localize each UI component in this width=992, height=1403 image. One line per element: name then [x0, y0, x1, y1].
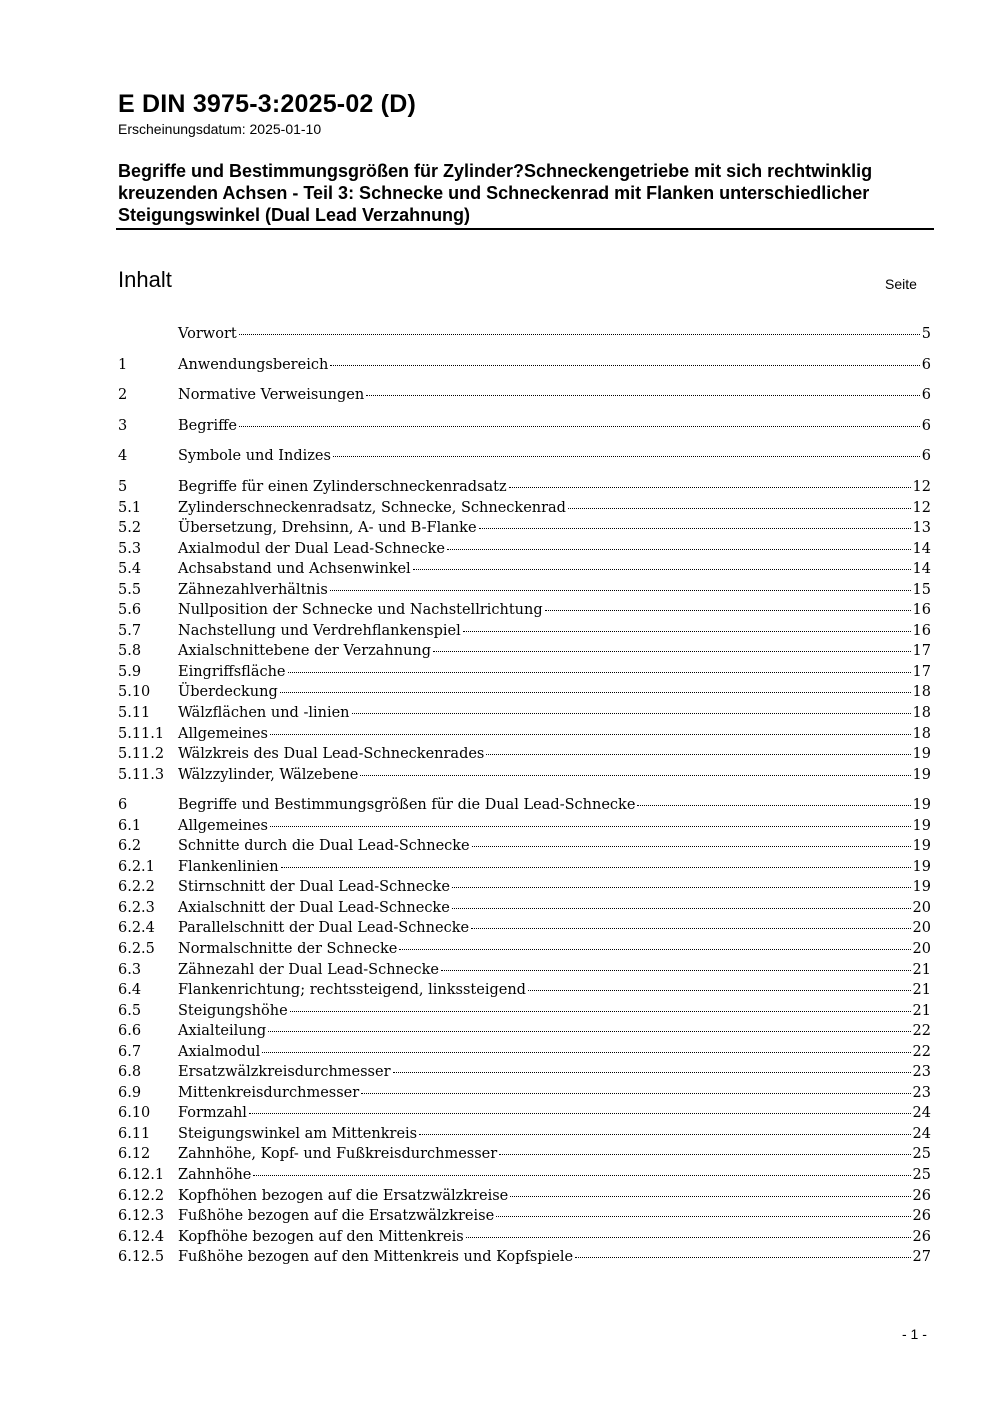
toc-entry-number: 6.12.1 — [118, 1167, 165, 1184]
toc-entry[interactable] — [118, 857, 931, 878]
toc-entry-page: 19 — [912, 746, 931, 763]
toc-dot-leader — [352, 711, 911, 714]
toc-entry[interactable] — [118, 836, 931, 857]
toc-entry-title: Ersatzwälzkreisdurchmesser — [178, 1064, 391, 1081]
toc-dot-leader — [268, 1029, 910, 1032]
toc-entry-title: Axialschnittebene der Verzahnung — [178, 643, 432, 660]
toc-entry-page: 26 — [912, 1208, 931, 1225]
toc-entry-page: 21 — [912, 982, 931, 999]
toc-entry-title: Eingriffsfläche — [178, 663, 286, 680]
toc-dot-leader — [466, 1235, 911, 1238]
toc-entry[interactable] — [118, 682, 931, 703]
toc-entry-title: Axialmodul der Dual Lead-Schnecke — [178, 540, 446, 557]
toc-entry-title: Wälzflächen und -linien — [178, 704, 350, 721]
document-title: Begriffe und Bestimmungsgrößen für Zylinder?Schneckengetriebe mit sich rechtwinklig kreuzenden Achsen - Teil 3: Schnecke und Schneckenrad mit Flanken unterschiedlicher Steigungswinkel (Dual Lead Verzahnung) — [118, 161, 873, 225]
toc-dot-leader — [360, 773, 910, 776]
toc-dot-leader — [333, 454, 920, 457]
toc-dot-leader — [472, 844, 911, 847]
toc-entry-title: Flankenrichtung; rechtssteigend, linkssteigend — [178, 982, 526, 999]
toc-entry[interactable] — [118, 559, 931, 580]
toc-entry-page: 16 — [912, 602, 931, 619]
toc-entry[interactable] — [118, 918, 931, 939]
toc-dot-leader — [239, 332, 920, 335]
toc-entry-title: Nullposition der Schnecke und Nachstellrichtung — [178, 602, 543, 619]
toc-entry-page: 22 — [912, 1023, 931, 1040]
toc-entry-number: 1 — [118, 356, 128, 373]
toc-entry[interactable] — [118, 355, 931, 386]
toc-entry-page: 14 — [912, 540, 931, 557]
toc-entry[interactable] — [118, 498, 931, 519]
toc-entry-page: 20 — [912, 941, 931, 957]
toc-entry-title: Zähnezahl der Dual Lead-Schnecke — [178, 961, 439, 978]
toc-entry-page: 24 — [912, 1125, 931, 1142]
toc-dot-leader — [413, 567, 911, 570]
toc-entry-title: Allgemeines — [178, 817, 268, 834]
toc-entry-page: 25 — [912, 1167, 931, 1184]
toc-dot-leader — [399, 947, 910, 950]
toc-entry-number: 6.12.3 — [118, 1208, 165, 1225]
toc-entry-number: 6.7 — [118, 1043, 142, 1060]
toc-entry-title: Nachstellung und Verdrehflankenspiel — [178, 622, 461, 639]
toc-entry-page: 12 — [912, 499, 931, 516]
title-divider — [116, 228, 934, 230]
toc-entry-title: Steigungshöhe — [178, 1002, 288, 1019]
toc-entry[interactable] — [118, 1062, 931, 1083]
toc-dot-leader — [419, 1132, 910, 1135]
toc-entry-title: Begriffe für einen Zylinderschneckenradsatz — [178, 478, 507, 495]
toc-dot-leader — [361, 1091, 910, 1094]
document-id: E DIN 3975-3:2025-02 (D) — [118, 90, 416, 118]
toc-entry-page: 19 — [912, 879, 931, 896]
toc-entry-title: Axialschnitt der Dual Lead-Schnecke — [178, 899, 450, 916]
toc-entry[interactable] — [118, 939, 931, 960]
toc-entry-title: Flankenlinien — [178, 858, 279, 875]
table-of-contents — [118, 324, 931, 1268]
toc-entry-number: 5.11.3 — [118, 766, 165, 783]
toc-entry-title: Vorwort — [178, 326, 237, 342]
toc-dot-leader — [239, 424, 920, 427]
toc-entry-page: 6 — [921, 387, 931, 404]
toc-entry[interactable] — [118, 641, 931, 662]
toc-entry-page: 27 — [912, 1249, 931, 1266]
toc-entry-title: Zähnezahlverhältnis — [178, 581, 328, 598]
toc-entry-page: 18 — [912, 684, 931, 701]
toc-entry[interactable] — [118, 662, 931, 683]
toc-entry-title: Kopfhöhen bezogen auf die Ersatzwälzkreise — [178, 1187, 509, 1204]
toc-entry-page: 19 — [912, 858, 931, 875]
toc-dot-leader — [281, 865, 911, 868]
toc-entry-number: 5.9 — [118, 663, 142, 680]
toc-dot-leader — [393, 1070, 911, 1073]
toc-entry-number: 6.2.4 — [118, 920, 155, 937]
toc-entry[interactable] — [118, 1165, 931, 1186]
toc-entry[interactable] — [118, 744, 931, 765]
toc-entry-number: 6.2.1 — [118, 858, 155, 875]
page-number: - 1 - — [902, 1326, 927, 1342]
toc-entry-page: 16 — [912, 622, 931, 639]
toc-entry[interactable] — [118, 385, 931, 416]
toc-entry-title: Begriffe — [178, 417, 237, 434]
toc-entry-number: 5.3 — [118, 540, 142, 557]
toc-entry-title: Steigungswinkel am Mittenkreis — [178, 1125, 418, 1142]
toc-entry[interactable] — [118, 600, 931, 621]
toc-dot-leader — [280, 690, 911, 693]
toc-entry[interactable] — [118, 980, 931, 1001]
toc-dot-leader — [330, 363, 919, 366]
toc-dot-leader — [288, 670, 911, 673]
toc-entry-page: 19 — [912, 838, 931, 855]
toc-entry-number: 6.12.5 — [118, 1249, 165, 1266]
toc-entry-page: 21 — [912, 961, 931, 978]
toc-entry-title: Allgemeines — [178, 725, 268, 742]
toc-entry[interactable] — [118, 518, 931, 539]
toc-entry-page: 18 — [912, 725, 931, 742]
toc-entry-page: 19 — [912, 797, 931, 814]
toc-entry-number: 5.7 — [118, 622, 142, 639]
toc-dot-leader — [510, 1194, 910, 1197]
toc-entry-number: 6.12.2 — [118, 1187, 165, 1204]
toc-entry-number: 5.5 — [118, 581, 142, 598]
toc-entry-page: 17 — [912, 663, 931, 680]
toc-entry-number: 6.4 — [118, 982, 142, 999]
toc-entry-page: 13 — [912, 520, 931, 537]
toc-page-column-label: Seite — [885, 276, 917, 292]
toc-dot-leader — [486, 752, 910, 755]
toc-entry-title: Zylinderschneckenradsatz, Schnecke, Schneckenrad — [178, 499, 566, 516]
toc-entry-number: 5.6 — [118, 602, 142, 619]
toc-dot-leader — [528, 988, 911, 991]
toc-entry-number: 6.1 — [118, 817, 142, 834]
toc-entry[interactable] — [118, 1144, 931, 1165]
toc-entry-number: 6.8 — [118, 1064, 142, 1081]
toc-entry-page: 23 — [912, 1064, 931, 1081]
toc-dot-leader — [253, 1173, 910, 1176]
toc-entry-number: 5.11 — [118, 704, 151, 721]
toc-entry[interactable] — [118, 816, 931, 837]
toc-dot-leader — [366, 393, 920, 396]
toc-entry-title: Fußhöhe bezogen auf die Ersatzwälzkreise — [178, 1208, 495, 1225]
toc-dot-leader — [290, 1009, 911, 1012]
publication-date: Erscheinungsdatum: 2025-01-10 — [118, 121, 322, 137]
toc-entry-title: Kopfhöhe bezogen auf den Mittenkreis — [178, 1228, 464, 1245]
toc-entry-number: 6.11 — [118, 1125, 151, 1142]
toc-entry-page: 17 — [912, 643, 931, 660]
toc-entry[interactable] — [118, 580, 931, 601]
toc-dot-leader — [637, 803, 910, 806]
toc-entry-number: 5.11.2 — [118, 746, 165, 763]
toc-entry-title: Achsabstand und Achsenwinkel — [178, 561, 411, 578]
toc-entry[interactable] — [118, 1247, 931, 1268]
toc-entry[interactable] — [118, 724, 931, 745]
toc-dot-leader — [463, 629, 911, 632]
toc-dot-leader — [568, 506, 911, 509]
toc-entry-number: 4 — [118, 448, 128, 465]
toc-entry-title: Axialteilung — [178, 1023, 267, 1040]
toc-dot-leader — [509, 485, 911, 488]
toc-entry[interactable] — [118, 1124, 931, 1145]
toc-entry-page: 14 — [912, 561, 931, 578]
toc-dot-leader — [270, 732, 911, 735]
toc-entry-number: 6 — [118, 797, 128, 814]
toc-heading: Inhalt — [118, 267, 172, 292]
toc-entry-title: Übersetzung, Drehsinn, A- und B-Flanke — [178, 520, 477, 537]
toc-entry-page: 22 — [912, 1043, 931, 1060]
toc-entry-number: 6.12 — [118, 1146, 151, 1163]
toc-entry-title: Formzahl — [178, 1105, 247, 1122]
toc-entry-title: Normalschnitte der Schnecke — [178, 941, 398, 957]
toc-entry[interactable] — [118, 324, 931, 355]
toc-entry[interactable] — [118, 1083, 931, 1104]
toc-entry[interactable] — [118, 446, 931, 477]
toc-entry-page: 6 — [921, 448, 931, 465]
toc-entry[interactable] — [118, 960, 931, 981]
toc-entry[interactable] — [118, 477, 931, 498]
toc-dot-leader — [452, 906, 911, 909]
toc-entry[interactable] — [118, 621, 931, 642]
toc-entry-number: 5 — [118, 478, 128, 495]
toc-entry-page: 20 — [912, 920, 931, 937]
toc-entry-page: 15 — [912, 581, 931, 598]
toc-entry-page: 20 — [912, 899, 931, 916]
toc-entry-number: 5.2 — [118, 520, 142, 537]
toc-entry-page: 26 — [912, 1228, 931, 1245]
toc-entry[interactable] — [118, 898, 931, 919]
toc-entry-title: Überdeckung — [178, 684, 278, 701]
toc-dot-leader — [249, 1111, 911, 1114]
toc-entry-page: 6 — [921, 417, 931, 434]
toc-entry-page: 12 — [912, 478, 931, 495]
toc-entry-number: 5.4 — [118, 561, 142, 578]
toc-entry-title: Axialmodul — [178, 1043, 261, 1060]
toc-entry[interactable] — [118, 1206, 931, 1227]
toc-entry-number: 6.2.5 — [118, 941, 155, 957]
toc-entry-number: 6.9 — [118, 1084, 142, 1101]
toc-dot-leader — [433, 649, 910, 652]
toc-entry[interactable] — [118, 416, 931, 447]
toc-entry-title: Begriffe und Bestimmungsgrößen für die Dual Lead-Schnecke — [178, 797, 636, 814]
toc-entry-title: Zahnhöhe, Kopf- und Fußkreisdurchmesser — [178, 1146, 498, 1163]
toc-dot-leader — [270, 824, 911, 827]
toc-dot-leader — [447, 547, 911, 550]
toc-entry-number: 5.1 — [118, 499, 142, 516]
toc-entry-page: 21 — [912, 1002, 931, 1019]
toc-entry-page: 6 — [921, 356, 931, 373]
toc-entry-title: Wälzkreis des Dual Lead-Schneckenrades — [178, 746, 485, 763]
toc-entry[interactable] — [118, 539, 931, 560]
toc-dot-leader — [330, 588, 911, 591]
toc-dot-leader — [479, 526, 911, 529]
toc-dot-leader — [452, 885, 911, 888]
toc-dot-leader — [545, 608, 911, 611]
toc-entry[interactable] — [118, 1103, 931, 1124]
toc-dot-leader — [499, 1152, 910, 1155]
toc-entry-number: 3 — [118, 417, 128, 434]
toc-entry[interactable] — [118, 1186, 931, 1207]
toc-entry-title: Stirnschnitt der Dual Lead-Schnecke — [178, 879, 450, 896]
toc-entry[interactable] — [118, 877, 931, 898]
toc-dot-leader — [471, 926, 910, 929]
toc-entry[interactable] — [118, 1042, 931, 1063]
toc-entry-page: 19 — [912, 766, 931, 783]
toc-entry-title: Symbole und Indizes — [178, 448, 331, 465]
toc-entry-page: 25 — [912, 1146, 931, 1163]
toc-entry[interactable] — [118, 1227, 931, 1248]
toc-entry-title: Schnitte durch die Dual Lead-Schnecke — [178, 838, 470, 855]
toc-entry-number: 6.3 — [118, 961, 142, 978]
toc-entry[interactable] — [118, 1001, 931, 1022]
toc-dot-leader — [262, 1050, 910, 1053]
toc-entry-page: 19 — [912, 817, 931, 834]
toc-entry-title: Anwendungsbereich — [178, 356, 329, 373]
toc-entry-page: 5 — [921, 326, 931, 342]
toc-entry-page: 24 — [912, 1105, 931, 1122]
toc-entry-title: Normative Verweisungen — [178, 387, 365, 404]
toc-entry[interactable] — [118, 795, 931, 816]
toc-entry-title: Wälzzylinder, Wälzebene — [178, 766, 359, 783]
toc-entry-number: 6.2.2 — [118, 879, 155, 896]
toc-entry[interactable] — [118, 1021, 931, 1042]
toc-entry-title: Mittenkreisdurchmesser — [178, 1084, 360, 1101]
toc-entry-number: 6.10 — [118, 1105, 151, 1122]
toc-entry-number: 6.2 — [118, 838, 142, 855]
toc-entry-number: 5.11.1 — [118, 725, 165, 742]
toc-entry-number: 5.10 — [118, 684, 151, 701]
toc-entry-number: 6.12.4 — [118, 1228, 165, 1245]
toc-entry-page: 18 — [912, 704, 931, 721]
toc-entry-number: 6.5 — [118, 1002, 142, 1019]
toc-entry-title: Zahnhöhe — [178, 1167, 252, 1184]
toc-entry[interactable] — [118, 703, 931, 724]
toc-entry-number: 6.2.3 — [118, 899, 155, 916]
toc-entry-page: 23 — [912, 1084, 931, 1101]
toc-entry-number: 2 — [118, 387, 128, 404]
toc-dot-leader — [575, 1255, 910, 1258]
toc-dot-leader — [496, 1214, 910, 1217]
toc-entry-number: 5.8 — [118, 643, 142, 660]
toc-entry-title: Parallelschnitt der Dual Lead-Schnecke — [178, 920, 470, 937]
toc-dot-leader — [441, 968, 911, 971]
toc-entry-title: Fußhöhe bezogen auf den Mittenkreis und Kopfspiele — [178, 1249, 574, 1266]
toc-entry[interactable] — [118, 765, 931, 786]
toc-entry-number: 6.6 — [118, 1023, 142, 1040]
toc-entry-page: 26 — [912, 1187, 931, 1204]
